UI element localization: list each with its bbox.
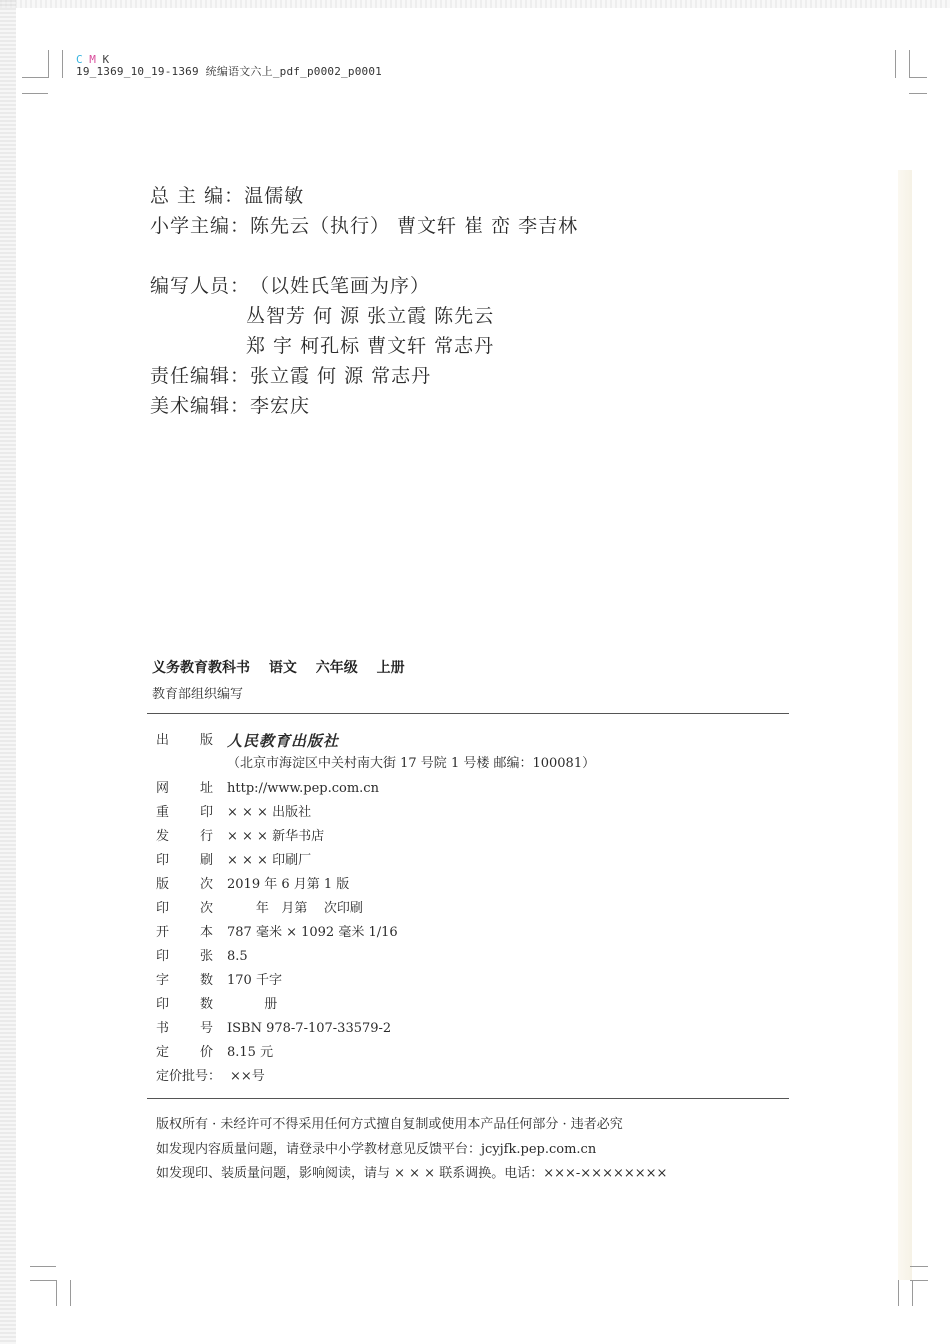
imprint-key: 版 xyxy=(200,733,214,748)
imprint-key: 定 xyxy=(156,1045,170,1060)
scan-edge-top xyxy=(0,0,950,8)
publisher-logo: 人民教育出版社 xyxy=(227,732,340,750)
imprint-key: 址 xyxy=(200,781,214,796)
imprint-key: 印 xyxy=(200,805,214,820)
quality-feedback-notice: 如发现印、装质量问题，影响阅读，请与 × × × 联系调换。电话：×××-×××××××× xyxy=(156,1166,668,1181)
imprint-key: 网 xyxy=(156,781,170,796)
imprint-value: 2019 年 6 月第 1 版 xyxy=(227,877,350,892)
copyright-notice: 版权所有 · 未经许可不得采用任何方式擅自复制或使用本产品任何部分 · 违者必究 xyxy=(156,1117,623,1132)
slug-black: K xyxy=(102,53,110,66)
credit-value: 张立霞 何 源 常志丹 xyxy=(250,365,432,387)
imprint-value: ISBN 978-7-107-33579-2 xyxy=(227,1021,392,1036)
imprint-key: 版 xyxy=(156,877,170,892)
imprint-key: 定价批号： xyxy=(156,1069,222,1084)
credit-value: 陈先云（执行） 曹文轩 崔 峦 李吉林 xyxy=(250,215,579,237)
imprint-value: 8.15 元 xyxy=(227,1045,274,1060)
book-title-subject: 语文 xyxy=(268,660,297,676)
imprint-key: 印 xyxy=(156,949,170,964)
credit-writers-line-1 xyxy=(246,301,494,328)
divider-bottom xyxy=(147,1098,789,1099)
imprint-key: 印 xyxy=(156,901,170,916)
slug-cyan: C xyxy=(76,53,83,66)
book-compiled-by: 教育部组织编写 xyxy=(152,687,244,702)
imprint-key: 字 xyxy=(156,973,170,988)
imprint-value: 册 xyxy=(227,997,278,1012)
imprint-value: 8.5 xyxy=(227,949,248,964)
imprint-key: 本 xyxy=(200,925,214,940)
divider-top xyxy=(147,713,789,714)
credit-value: 李宏庆 xyxy=(250,395,311,417)
imprint-value: × × × 新华书店 xyxy=(227,829,325,844)
imprint-value: ××号 xyxy=(230,1069,265,1084)
credit-label: 责任编辑： xyxy=(150,365,251,387)
imprint-key: 张 xyxy=(200,949,214,964)
imprint-key: 价 xyxy=(200,1045,214,1060)
imprint-key: 印 xyxy=(156,997,170,1012)
imprint-value: × × × 出版社 xyxy=(227,805,312,820)
credit-writers xyxy=(150,271,430,298)
credit-art-editor xyxy=(150,391,310,418)
imprint-value: 787 毫米 × 1092 毫米 1/16 xyxy=(227,925,398,940)
book-title-grade: 六年级 xyxy=(315,660,358,676)
credit-value: 温儒敏 xyxy=(244,185,305,207)
content-feedback-notice: 如发现内容质量问题，请登录中小学教材意见反馈平台：jcyjfk.pep.com.cn xyxy=(156,1142,597,1157)
imprint-key: 重 xyxy=(156,805,170,820)
credit-value: 丛智芳 何 源 张立霞 陈先云 xyxy=(246,305,495,327)
credit-label: 总 主 编： xyxy=(150,185,245,207)
imprint-key: 出 xyxy=(156,733,170,748)
imprint-key: 刷 xyxy=(200,853,214,868)
credit-chief-editor xyxy=(150,181,304,208)
imprint-key: 号 xyxy=(200,1021,214,1036)
imprint-key: 开 xyxy=(156,925,170,940)
imprint-key: 数 xyxy=(200,997,214,1012)
imprint-key: 印 xyxy=(156,853,170,868)
book-title xyxy=(152,657,419,677)
imprint-value: 170 千字 xyxy=(227,973,282,988)
scan-edge-left xyxy=(0,0,16,1344)
imprint-key: 数 xyxy=(200,973,214,988)
imprint-key: 发 xyxy=(156,829,170,844)
imprint-key: 行 xyxy=(200,829,214,844)
imprint-value: http://www.pep.com.cn xyxy=(227,781,379,796)
credit-label: 美术编辑： xyxy=(150,395,251,417)
imprint-value: 年 月第 次印刷 xyxy=(227,901,363,916)
scan-edge-right xyxy=(898,170,912,1280)
credit-value: （以姓氏笔画为序） xyxy=(250,275,431,297)
credit-label: 编写人员： xyxy=(150,275,251,297)
slug-filename: 19_1369_10_19-1369 统编语文六上_pdf_p0002_p0001 xyxy=(76,65,382,78)
book-title-series: 义务教育教科书 xyxy=(152,660,250,676)
credit-writers-line-2 xyxy=(246,331,494,358)
credit-responsible-editor xyxy=(150,361,431,388)
credit-label: 小学主编： xyxy=(150,215,251,237)
imprint-value: （北京市海淀区中关村南大街 17 号院 1 号楼 邮编：100081） xyxy=(227,756,596,771)
book-title-volume: 上册 xyxy=(376,660,405,676)
imprint-value: × × × 印刷厂 xyxy=(227,853,312,868)
print-slug xyxy=(76,54,382,78)
credit-value: 郑 宇 柯孔标 曹文轩 常志丹 xyxy=(246,335,495,357)
imprint-key: 次 xyxy=(200,901,214,916)
slug-magenta: M xyxy=(89,53,96,66)
credit-primary-editor xyxy=(150,211,578,238)
imprint-key: 书 xyxy=(156,1021,170,1036)
imprint-key: 次 xyxy=(200,877,214,892)
